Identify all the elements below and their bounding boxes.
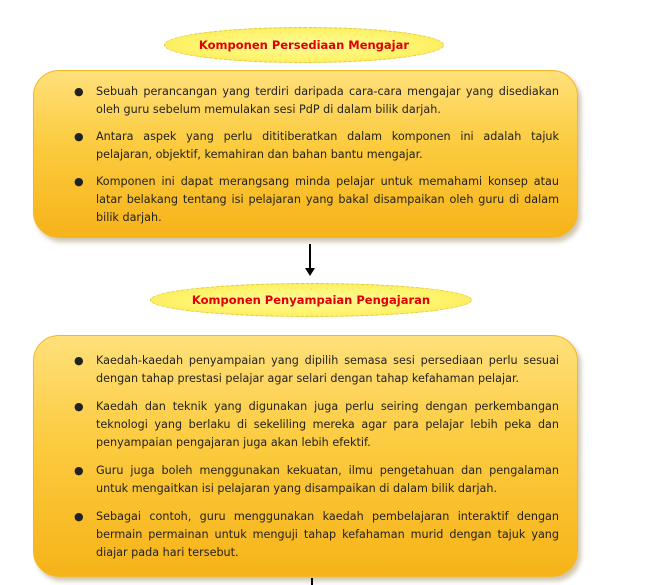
stage2-point-text: Kaedah dan teknik yang digunakan juga perlu seiring dengan perkembangan teknologi yang berlaku di sekeliling mereka agar para pelajar lebih peka dan penyampaian pengajaran juga akan lebih efektif. <box>96 400 559 449</box>
flow-arrow-shaft <box>309 244 311 271</box>
stage2-point <box>74 398 559 452</box>
bullet-icon: ● <box>74 85 84 98</box>
stage1-point-text: Komponen ini dapat merangsang minda pelajar untuk memahami konsep atau latar belakang tentang isi pelajaran yang bakal disampaikan oleh guru di dalam bilik darjah. <box>96 175 559 224</box>
stage2-point-list <box>74 352 559 572</box>
stage2-title: Komponen Penyampaian Pengajaran <box>191 293 431 307</box>
stage2-content-box <box>33 335 578 577</box>
stage2-point <box>74 508 559 562</box>
bullet-icon: ● <box>74 354 84 367</box>
stage1-title-ellipse <box>164 27 444 63</box>
bullet-icon: ● <box>74 464 84 477</box>
stage1-point <box>74 173 559 227</box>
stage1-title: Komponen Persediaan Mengajar <box>198 38 410 52</box>
flow-arrow-shaft-next <box>311 578 313 585</box>
stage2-point-text: Sebagai contoh, guru menggunakan kaedah pembelajaran interaktif dengan bermain permainan untuk menguji tahap kefahaman murid dengan tajuk yang diajar pada hari tersebut. <box>96 510 559 559</box>
stage1-point <box>74 83 559 119</box>
stage1-content-box <box>33 70 578 238</box>
stage1-point-text: Sebuah perancangan yang terdiri daripada cara-cara mengajar yang disediakan oleh guru sebelum memulakan sesi PdP di dalam bilik darjah. <box>96 85 559 116</box>
bullet-icon: ● <box>74 510 84 523</box>
stage2-title-ellipse <box>150 283 472 317</box>
flow-arrow-head-icon <box>305 268 315 276</box>
stage2-point <box>74 352 559 388</box>
stage1-point-text: Antara aspek yang perlu dititiberatkan dalam komponen ini adalah tajuk pelajaran, objektif, kemahiran dan bahan bantu mengajar. <box>96 130 559 161</box>
bullet-icon: ● <box>74 400 84 413</box>
stage2-point <box>74 462 559 498</box>
bullet-icon: ● <box>74 130 84 143</box>
stage2-point-text: Guru juga boleh menggunakan kekuatan, ilmu pengetahuan dan pengalaman untuk mengaitkan isi pelajaran yang disampaikan di dalam bilik darjah. <box>96 464 559 495</box>
stage2-point-text: Kaedah-kaedah penyampaian yang dipilih semasa sesi persediaan perlu sesuai dengan tahap prestasi pelajar agar selari dengan tahap kefahaman pelajar. <box>96 354 559 385</box>
stage1-point-list <box>74 83 559 236</box>
bullet-icon: ● <box>74 175 84 188</box>
stage1-point <box>74 128 559 164</box>
